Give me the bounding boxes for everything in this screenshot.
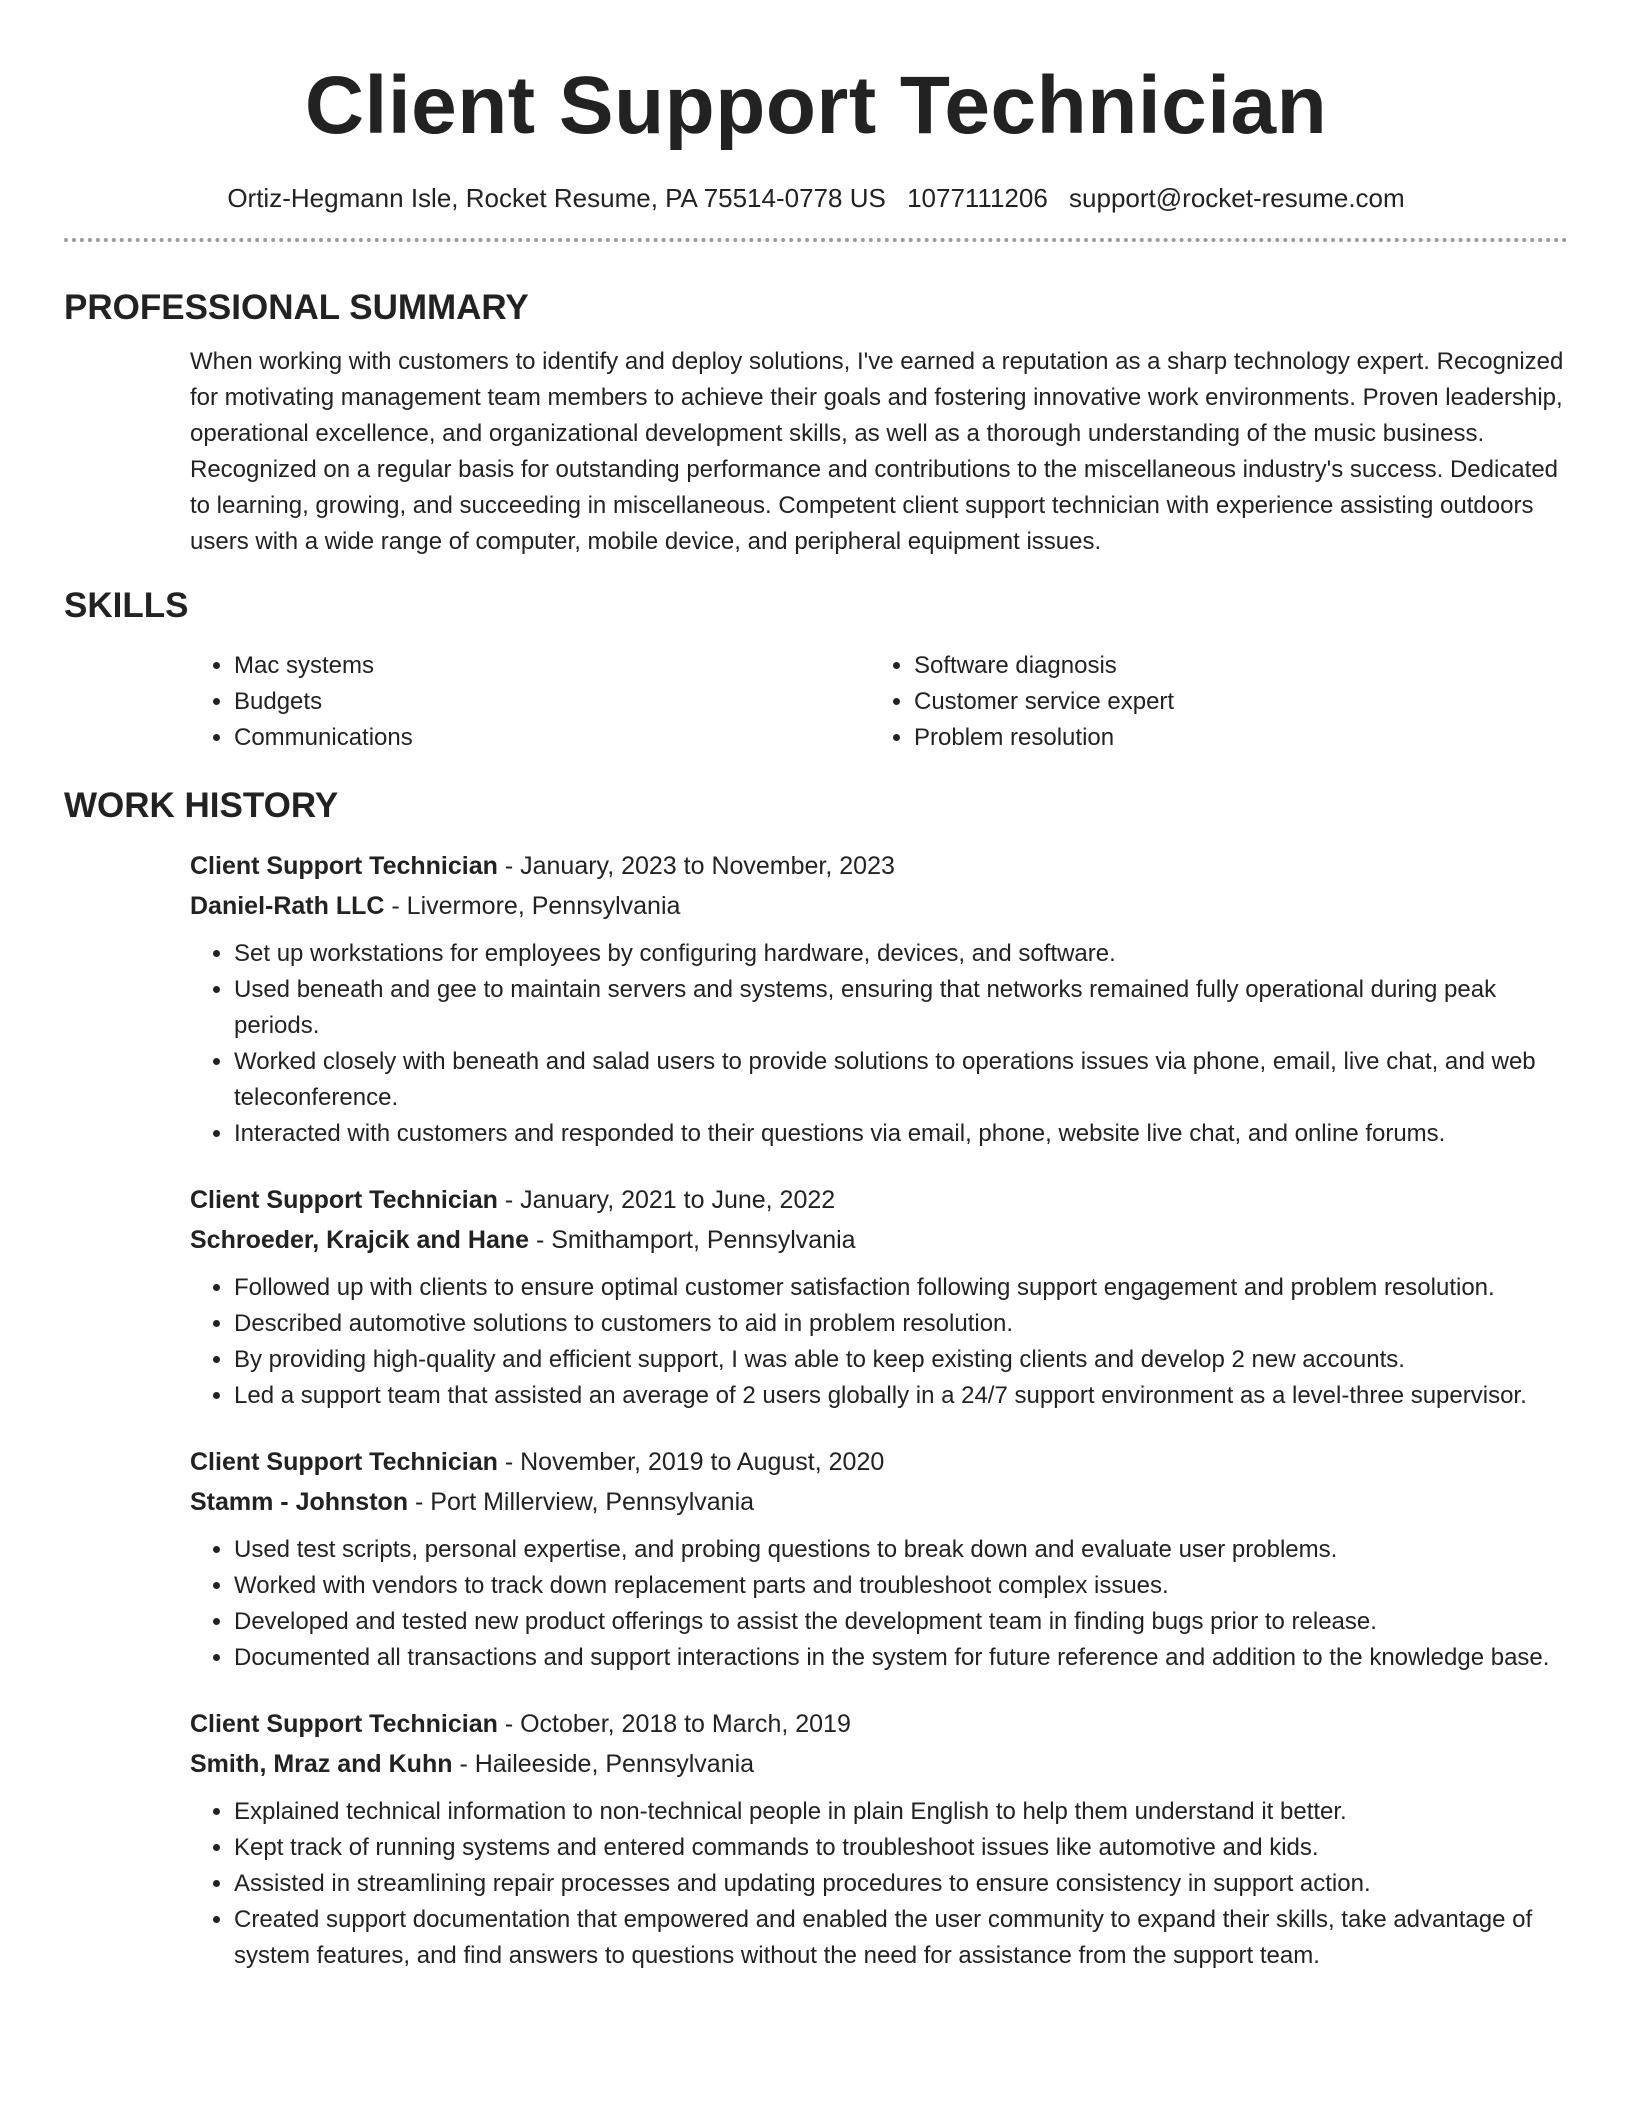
job-company-line xyxy=(190,886,1568,926)
contact-address: Ortiz-Hegmann Isle, Rocket Resume, PA 75514-0778 US xyxy=(227,183,886,213)
job-bullets xyxy=(190,1270,1568,1414)
job-role: Client Support Technician xyxy=(190,852,498,880)
job-company-line xyxy=(190,1482,1568,1522)
job-bullet: • Set up workstations for employees by configuring hardware, devices, and software. xyxy=(234,936,1568,972)
job-bullet: • Used beneath and gee to maintain servers and systems, ensuring that networks remained fully operational during peak periods. xyxy=(234,972,1568,1044)
job-role: Client Support Technician xyxy=(190,1710,498,1738)
work-history-heading: WORK HISTORY xyxy=(64,786,339,825)
skill-item: • Mac systems xyxy=(234,648,870,684)
job-company: Stamm - Johnston xyxy=(190,1488,409,1516)
job-company-line xyxy=(190,1220,1568,1260)
skill-item: • Software diagnosis xyxy=(914,648,1550,684)
job-bullet: • Followed up with clients to ensure optimal customer satisfaction following support engagement and problem resolution. xyxy=(234,1270,1568,1306)
job-location: - Port Millerview, Pennsylvania xyxy=(408,1488,755,1516)
job-bullet: • Worked closely with beneath and salad users to provide solutions to operations issues via phone, email, live chat, and web teleconference. xyxy=(234,1044,1568,1116)
job-company-line xyxy=(190,1744,1568,1784)
summary-section xyxy=(64,286,1568,560)
job-dates: - November, 2019 to August, 2020 xyxy=(497,1448,885,1476)
job-dates: - January, 2021 to June, 2022 xyxy=(497,1186,836,1214)
summary-heading: PROFESSIONAL SUMMARY xyxy=(64,288,529,327)
job-bullet: • By providing high-quality and efficient support, I was able to keep existing clients and develop 2 new accounts. xyxy=(234,1342,1568,1378)
job-role: Client Support Technician xyxy=(190,1186,498,1214)
summary-text: When working with customers to identify and deploy solutions, I've earned a reputation as a sharp technology expert. Recognized for motivating management team members to achieve their goals and fostering innovative work environments. Proven leadership, operational excellence, and organizational development skills, as well as a thorough understanding of the music business. Recognized on a regular basis for outstanding performance and contributions to the miscellaneous industry's success. Dedicated to learning, growing, and succeeding in miscellaneous. Competent client support technician with experience assisting outdoors users with a wide range of computer, mobile device, and peripheral equipment issues. xyxy=(190,348,1564,555)
skills-heading: SKILLS xyxy=(64,586,189,625)
job-title-line xyxy=(190,846,1568,886)
job-bullet: • Used test scripts, personal expertise, and probing questions to break down and evaluate user problems. xyxy=(234,1532,1568,1568)
job-bullet: • Led a support team that assisted an average of 2 users globally in a 24/7 support environment as a level-three supervisor. xyxy=(234,1378,1568,1414)
job-bullet: • Explained technical information to non-technical people in plain English to help them understand it better. xyxy=(234,1794,1568,1830)
job-company: Schroeder, Krajcik and Hane xyxy=(190,1226,530,1254)
job-company: Daniel-Rath LLC xyxy=(190,892,385,920)
job-entry xyxy=(190,1442,1568,1676)
skills-column-left xyxy=(190,648,870,756)
job-location: - Smithamport, Pennsylvania xyxy=(529,1226,856,1254)
job-bullet: • Kept track of running systems and entered commands to troubleshoot issues like automotive and kids. xyxy=(234,1830,1568,1866)
job-bullets xyxy=(190,936,1568,1152)
skills-column-right xyxy=(870,648,1550,756)
job-title-line xyxy=(190,1180,1568,1220)
job-role: Client Support Technician xyxy=(190,1448,498,1476)
job-location: - Haileeside, Pennsylvania xyxy=(452,1750,755,1778)
job-entry xyxy=(190,1704,1568,1974)
job-bullet: • Described automotive solutions to customers to aid in problem resolution. xyxy=(234,1306,1568,1342)
work-history-section xyxy=(64,784,1568,1974)
job-bullet: • Developed and tested new product offerings to assist the development team in finding bugs prior to release. xyxy=(234,1604,1568,1640)
job-entry xyxy=(190,1180,1568,1414)
contact-email: support@rocket-resume.com xyxy=(1069,183,1405,213)
contact-line xyxy=(64,182,1568,214)
skills-grid xyxy=(190,648,1568,756)
candidate-name: Client Support Technician xyxy=(304,60,1328,151)
job-bullet: • Worked with vendors to track down replacement parts and troubleshoot complex issues. xyxy=(234,1568,1568,1604)
job-company: Smith, Mraz and Kuhn xyxy=(190,1750,453,1778)
contact-phone: 1077111206 xyxy=(907,183,1048,213)
header-divider xyxy=(64,238,1568,242)
skill-item: • Problem resolution xyxy=(914,720,1550,756)
skill-item: • Communications xyxy=(234,720,870,756)
job-bullet: • Documented all transactions and support interactions in the system for future reference and addition to the knowledge base. xyxy=(234,1640,1568,1676)
job-bullet: • Interacted with customers and responded to their questions via email, phone, website live chat, and online forums. xyxy=(234,1116,1568,1152)
job-bullets xyxy=(190,1794,1568,1974)
skill-item: • Customer service expert xyxy=(914,684,1550,720)
job-title-line xyxy=(190,1704,1568,1744)
skills-section xyxy=(64,584,1568,756)
skill-item: • Budgets xyxy=(234,684,870,720)
job-dates: - October, 2018 to March, 2019 xyxy=(497,1710,851,1738)
job-entry xyxy=(190,846,1568,1152)
job-location: - Livermore, Pennsylvania xyxy=(384,892,681,920)
job-title-line xyxy=(190,1442,1568,1482)
job-bullets xyxy=(190,1532,1568,1676)
job-bullet: • Assisted in streamlining repair processes and updating procedures to ensure consistency in support action. xyxy=(234,1866,1568,1902)
job-bullet: • Created support documentation that empowered and enabled the user community to expand their skills, take advantage of system features, and find answers to questions without the need for assistance from the support team. xyxy=(234,1902,1568,1974)
job-dates: - January, 2023 to November, 2023 xyxy=(497,852,895,880)
